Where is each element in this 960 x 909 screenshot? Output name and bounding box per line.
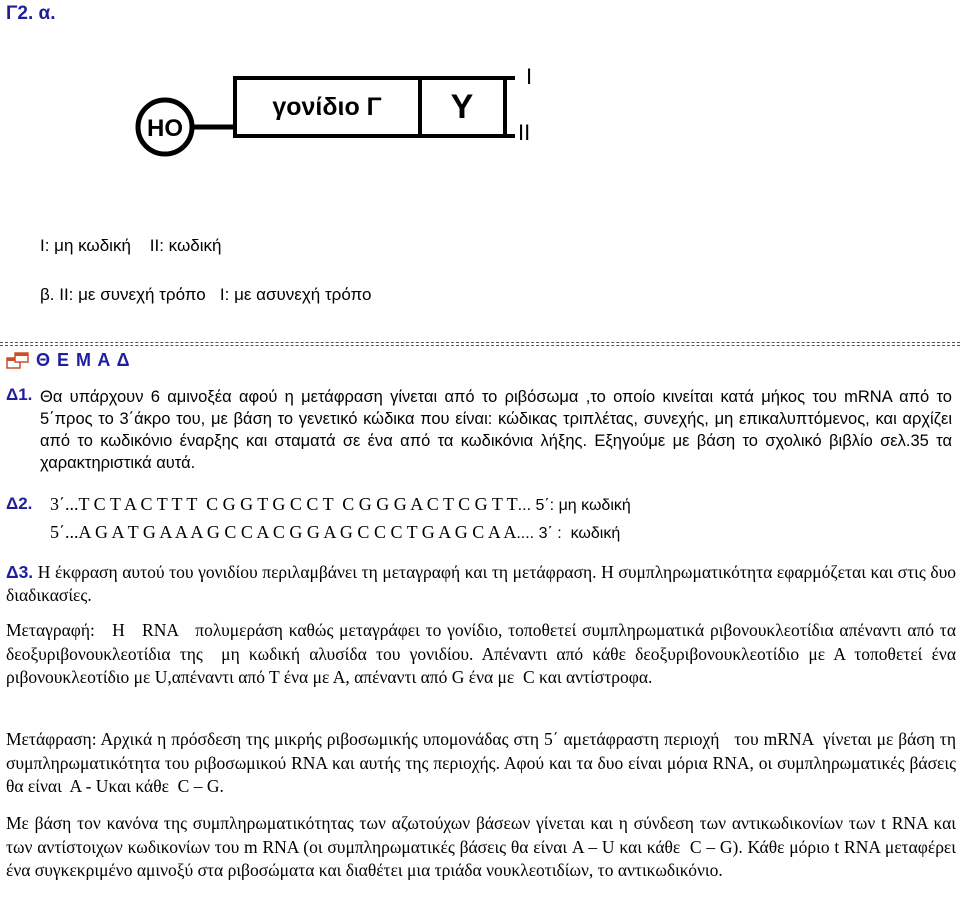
answer-beta: β. ΙΙ: με συνεχή τρόπο Ι: με ασυνεχή τρόπο (40, 285, 372, 304)
d2-seq2: 5΄...A G A T G A A A G C C A C G G A G C C C T G A G C A A (50, 522, 517, 542)
strand2-label: ΙΙ (518, 120, 531, 145)
d2-sequence-coding (50, 522, 620, 543)
d3-transcription: Μεταγραφή: Η RNA πολυμεράση καθώς μεταγράφει το γονίδιο, τοποθετεί συμπληρωματικά ριβονουκλεοτίδια απέναντι από τα δεοξυριβονουκλεοτίδια της μη κωδική αλυσίδα του γονιδίου. Απέναντι από κάθε δεοξυριβονουκλεοτίδιο με Α τοποθετεί ένα ριβονουκλεοτίδιο με U,απέναντι από Τ ένα με Α, απέναντι από G ένα με C και αντίστροφα. (6, 620, 960, 687)
theme-title: Θ Ε Μ Α Δ (36, 350, 131, 370)
d2-end1: ... 5΄: μη κωδική (517, 497, 631, 514)
gene-label: γονίδιο Γ (272, 93, 382, 121)
d2-sequence-noncoding (50, 494, 631, 515)
answer-alpha: Ι: μη κωδική ΙΙ: κωδική (40, 236, 222, 255)
d3-p1: Η έκφραση αυτού του γονιδίου περιλαμβάνει τη μεταγραφή και τη μετάφραση. Η συμπληρωματικότητα εφαρμόζεται και στις δυο διαδικασίες. (6, 562, 957, 605)
strand1-label: Ι (526, 64, 533, 89)
separator-top (0, 342, 960, 343)
d1-label: Δ1. (6, 385, 33, 404)
d2-label: Δ2. (6, 494, 33, 513)
d3-label: Δ3. (6, 562, 34, 582)
d3-complementarity: Με βάση τον κανόνα της συμπληρωματικότητας των αζωτούχων βάσεων γίνεται και η σύνδεση των αντικωδικονίων των t RNA και των αντίστοιχων κωδικονίων του m RNA (οι συμπληρωματικές βάσεις θα είναι A – U και κάθε C – G). Κάθε μόριο t RNA μεταφέρει ένα συγκεκριμένο αμινοξύ στα ριβοσώματα και διαθέτει μια τριάδα νουκλεοτιδίων, το αντικωδικόνιο. (6, 813, 960, 880)
d2-end2: .... 3΄ : κωδική (516, 525, 621, 542)
d2-seq1: 3΄...T C T A C T T T C G G T G C C T C G G G A C T C G T T (50, 494, 518, 514)
windows-icon (6, 352, 30, 370)
d3-translation: Μετάφραση: Αρχικά η πρόσδεση της μικρής ριβοσωμικής υπομονάδας στη 5΄ αμετάφραστη περιοχή του mRNA γίνεται με βάση τη συμπληρωματικότητα του ριβοσωμικού RNA και αυτής της περιοχής. Αφού και τα δυο είναι μόρια RNA, οι συμπληρωματικές βάσεις θα είναι Α - Uκαι κάθε C – G. (6, 729, 960, 796)
y-label: Υ (450, 88, 474, 126)
theme-heading (6, 350, 131, 371)
gene-diagram-svg (130, 58, 560, 198)
d3-intro (6, 561, 956, 607)
gene-diagram (130, 58, 560, 198)
d1-text: Θα υπάρχουν 6 αμινοξέα αφού η μετάφραση γίνεται από το ριβόσωμα ,το οποίο κινείται κατά μήκος του mRNA από το 5΄προς το 3΄άκρο του, με βάση το γενετικό κώδικα που είναι: κώδικας τριπλέτας, συνεχής, μη επικαλυπτόμενος, και αρχίζει από το κωδικόνιο έναρξης και σταματά σε ένα από τα κωδικόνια λήξης. Εξηγούμε με βάση το σχολικό βιβλίο σελ.35 τα χαρακτηριστικά αυτά. (40, 388, 952, 472)
section-label: Γ2. α. (6, 3, 56, 24)
ho-label: HO (147, 115, 183, 142)
separator-bottom (0, 345, 960, 346)
